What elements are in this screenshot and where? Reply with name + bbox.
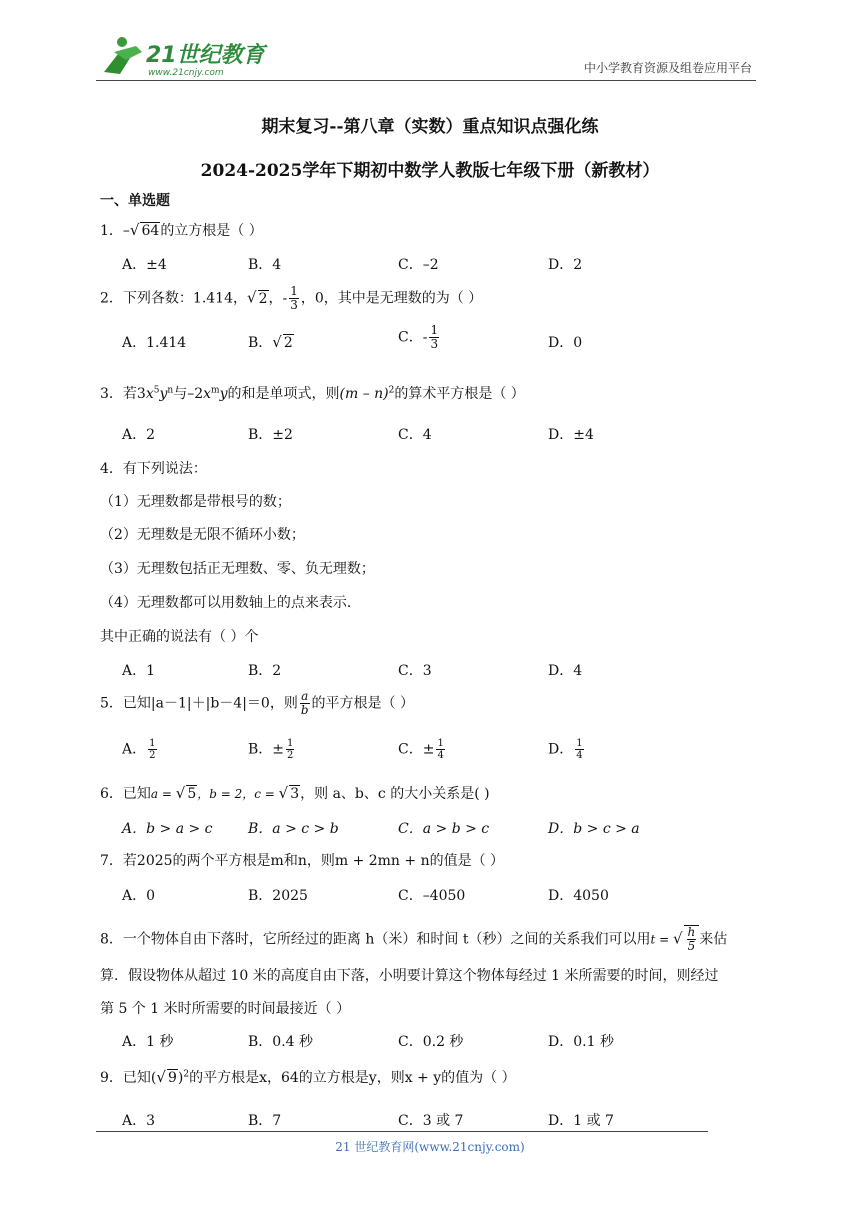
question-4: 4．有下列说法： xyxy=(100,461,207,477)
options-7 xyxy=(0,885,860,905)
question-2: 2．下列各数：1.414，√ 2，- $\frac{1}{3}$ ，0，其中是无理数的为（ ） xyxy=(100,284,483,312)
footer-link[interactable]: 21 世纪教育网(www.21cnjy.com) xyxy=(335,1140,525,1154)
option[interactable]: C．3 xyxy=(398,663,432,679)
option[interactable]: A．±4 xyxy=(122,257,167,273)
option[interactable]: B．±2 xyxy=(248,427,293,443)
option[interactable]: D．±4 xyxy=(548,427,594,443)
section-heading: 一、单选题 xyxy=(100,193,170,209)
option[interactable]: B．± $\frac{1}{2}$ xyxy=(248,738,294,761)
question-1: 1．–√ 64的立方根是（ ） xyxy=(100,221,263,239)
question-7: 7．若2025的两个平方根是m和n，则m + 2mn + n的值是（ ） xyxy=(100,853,505,869)
statement-1: （1）无理数都是带根号的数； xyxy=(100,494,291,510)
question-5: 5．已知|a－1|＋|b－4|＝0，则 $\frac{a}{b}$ 的平方根是（ ） xyxy=(100,689,414,717)
option[interactable]: C．a > b > c xyxy=(398,821,490,837)
question-8-line-1: 8．一个物体自由下落时，它所经过的距离 h（米）和时间 t（秒）之间的关系我们可以用t = √ $\frac{h}{5}$ 来估 xyxy=(100,925,728,953)
option[interactable]: D．4 xyxy=(548,663,583,679)
options-8 xyxy=(0,1031,860,1051)
options-9 xyxy=(0,1110,860,1130)
option[interactable]: B．7 xyxy=(248,1113,282,1129)
option[interactable]: A． $\frac{1}{2}$ xyxy=(122,738,156,761)
option[interactable]: C．3 或 7 xyxy=(398,1113,464,1129)
question-4-prompt: 其中正确的说法有（ ）个 xyxy=(100,629,259,645)
option[interactable]: D． $\frac{1}{4}$ xyxy=(548,738,583,761)
option[interactable]: D．4050 xyxy=(548,888,609,904)
option[interactable]: B．2025 xyxy=(248,888,308,904)
option[interactable]: B．2 xyxy=(248,663,282,679)
option[interactable]: D．2 xyxy=(548,257,583,273)
svg-text:www.21cnjy.com: www.21cnjy.com xyxy=(148,68,224,78)
option[interactable]: C．± $\frac{1}{4}$ xyxy=(398,738,444,761)
question-3: 3．若$3x^5y^n$与$-2x^my$的和是单项式，则(m – n)$^2$的算术平方根是（ ） xyxy=(100,385,525,402)
page-header xyxy=(96,30,756,81)
option[interactable]: D．0 xyxy=(548,335,583,351)
option[interactable]: C．–2 xyxy=(398,257,439,273)
option[interactable]: C．–4050 xyxy=(398,888,466,904)
option[interactable]: A．1 xyxy=(122,663,156,679)
option[interactable]: C．4 xyxy=(398,427,432,443)
question-9: 9．已知(√ 9)$^2$的平方根是x，64的立方根是y，则x + y的值为（ ） xyxy=(100,1068,516,1086)
option[interactable]: A．1.414 xyxy=(122,335,187,351)
option[interactable]: C．0.2 秒 xyxy=(398,1034,464,1050)
option[interactable]: D．0.1 秒 xyxy=(548,1034,614,1050)
option[interactable]: A．3 xyxy=(122,1113,156,1129)
svg-text:21世纪教育: 21世纪教育 xyxy=(146,43,265,68)
option[interactable]: A．b > a > c xyxy=(122,821,213,837)
option[interactable]: B．a > c > b xyxy=(248,821,339,837)
option[interactable]: B．4 xyxy=(248,257,282,273)
options-4 xyxy=(0,660,860,680)
option[interactable]: A．2 xyxy=(122,427,156,443)
statement-3: （3）无理数包括正无理数、零、负无理数； xyxy=(100,561,375,577)
title-line-2: 2024-2025学年下期初中数学人教版七年级下册（新教材） xyxy=(200,161,660,181)
platform-name: 中小学教育资源及组卷应用平台 xyxy=(583,61,752,75)
option[interactable]: D．b > c > a xyxy=(548,821,640,837)
option[interactable]: A．1 秒 xyxy=(122,1034,174,1050)
options-2 xyxy=(0,323,860,352)
option[interactable]: B．0.4 秒 xyxy=(248,1034,314,1050)
options-5 xyxy=(0,738,860,761)
title-line-1: 期末复习--第八章（实数）重点知识点强化练 xyxy=(261,117,599,137)
option[interactable]: D．1 或 7 xyxy=(548,1113,614,1129)
options-6 xyxy=(0,818,860,838)
statement-2: （2）无理数是无限不循环小数； xyxy=(100,527,305,543)
options-1 xyxy=(0,254,860,274)
statement-4: （4）无理数都可以用数轴上的点来表示． xyxy=(100,595,361,611)
logo xyxy=(96,32,296,78)
question-8-line-3: 第 5 个 1 米时所需要的时间最接近（ ） xyxy=(100,1001,351,1017)
option[interactable]: A．0 xyxy=(122,888,156,904)
question-6: 6．已知a = √ 5，b = 2，c = √ 3，则 a、b、c 的大小关系是( ) xyxy=(100,784,490,802)
options-3 xyxy=(0,424,860,444)
footer-divider xyxy=(96,1131,708,1132)
question-8-line-2: 算．假设物体从超过 10 米的高度自由下落，小明要计算这个物体每经过 1 米所需要的时间，则经过 xyxy=(100,968,719,984)
option[interactable]: C．- $\frac{1}{3}$ xyxy=(398,323,439,351)
option[interactable]: B．√ 2 xyxy=(248,333,293,351)
